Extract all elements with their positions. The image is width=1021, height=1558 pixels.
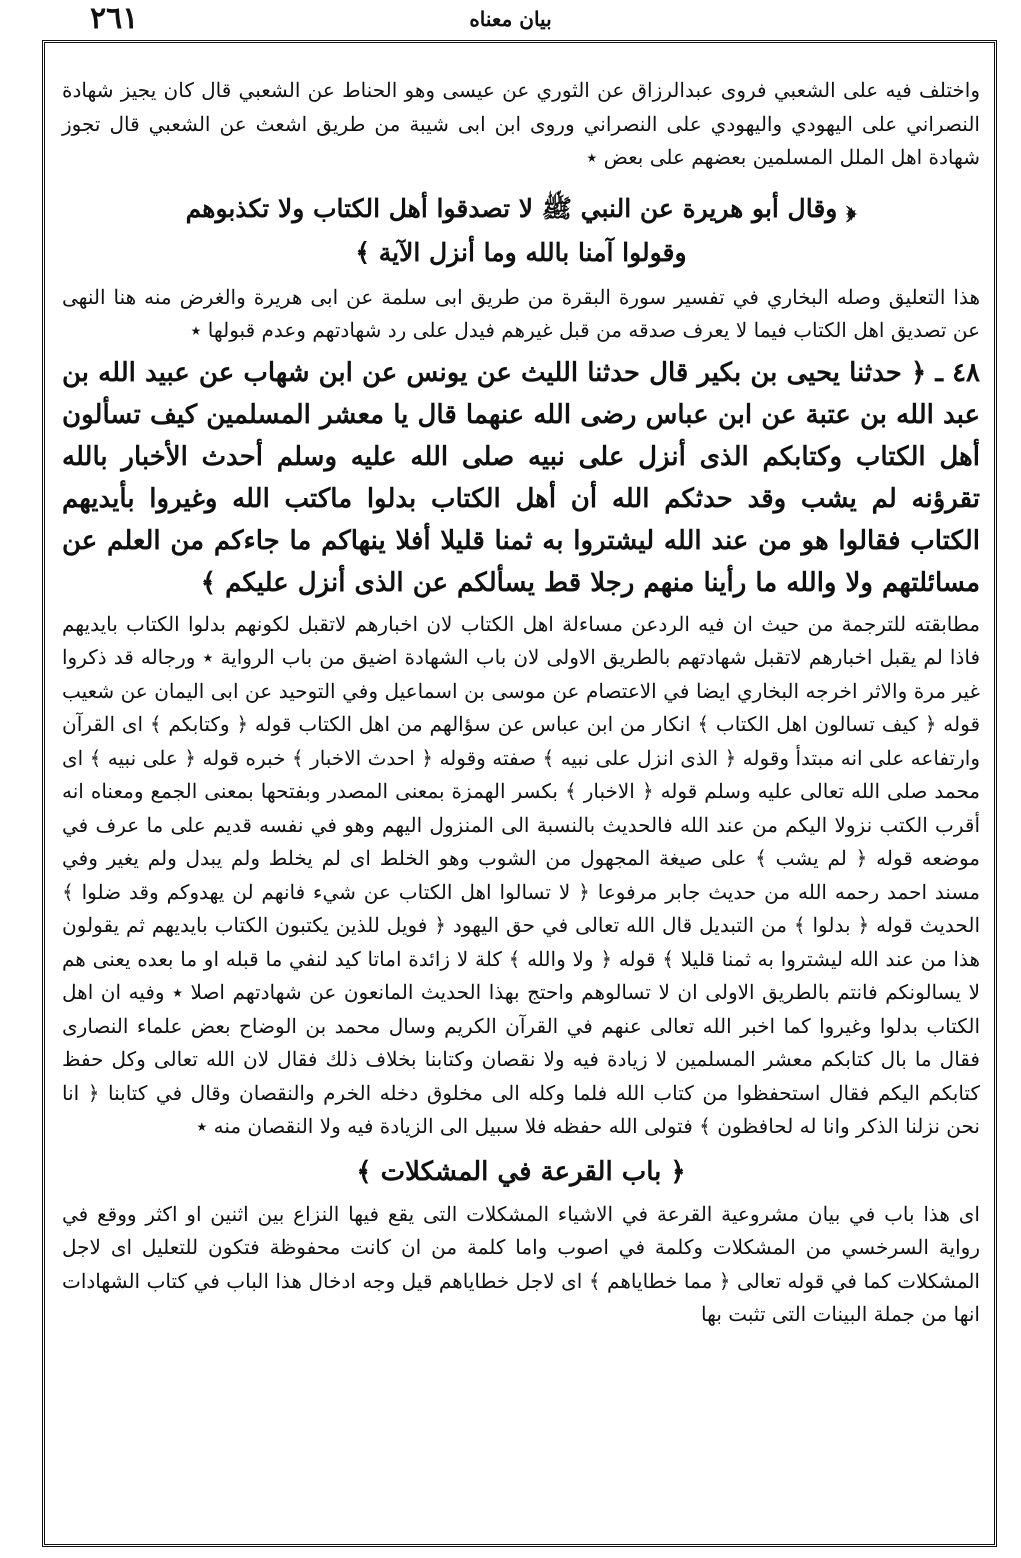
page-header: [0, 0, 1021, 40]
commentary-paragraph-3: مطابقته للترجمة من حيث ان فيه الردعن مساءلة اهل الكتاب لان اخبارهم لاتقبل لكونهم بدلوا الكتاب بايديهم فاذا لم يقبل اخبارهم لاتقبل شهادتهم بالطريق الاولى لان باب الشهادة اضيق من باب الرواية ٭ ورجاله قد ذكروا غير مرة والاثر اخرجه البخاري ايضا في الاعتصام عن موسى بن اسماعيل وفي التوحيد عن ابى اليمان عن شعيب قوله ﴿ كيف تسالون اهل الكتاب ﴾ انكار من ابن عباس عن سؤالهم من اهل الكتاب قوله ﴿ وكتابكم ﴾ اى القرآن وارتفاعه على انه مبتدأ وقوله ﴿ الذى انزل على نبيه ﴾ صفته وقوله ﴿ احدث الاخبار ﴾ خبره قوله ﴿ على نبيه ﴾ اى محمد صلى الله تعالى عليه وسلم قوله ﴿ الاخبار ﴾ بكسر الهمزة بمعنى المصدر وبفتحها بمعنى الجمع ومعناه انه أقرب الكتب نزولا اليكم من عند الله فالحديث بالنسبة الى المنزول اليهم وهو في نفسه قديم على ما عرف في موضعه قوله ﴿ لم يشب ﴾ على صيغة المجهول من الشوب وهو الخلط اى لم يخلط ولم يبدل ولم يغير وفي مسند احمد رحمه الله من حديث جابر مرفوعا ﴿ لا تسالوا اهل الكتاب عن شيء فانهم لن يهدوكم وقد ضلوا ﴾ الحديث قوله ﴿ بدلوا ﴾ من التبديل قال الله تعالى في حق اليهود ﴿ فويل للذين يكتبون الكتاب بايديهم ثم يقولون هذا من عند الله ليشتروا به ثمنا قليلا ﴾ قوله ﴿ ولا والله ﴾ كلة لا زائدة اماتا كيد لنفي ما قبله او ما بعده يعنى هم لا يسالونكم فانتم بالطريق الاولى ان لا تسالوهم واحتج بهذا الحديث المانعون عن شهادتهم اصلا ٭ وفيه ان اهل الكتاب بدلوا وغيروا كما اخبر الله تعالى عنهم في القرآن الكريم وسال محمد بن الوضاح بعض علماء النصارى فقال ما بال كتابكم معشر المسلمين لا زيادة فيه ولا نقصان وكتابنا بخلاف ذلك فقال لان الله تعالى وكل حفظ كتابكم اليكم فقال استحفظوا من كتاب الله فلما وكله الى مخلوق دخله الخرم والنقصان وقال في كتابنا ﴿ انا نحن نزلنا الذكر وانا له لحافظون ﴾ فتولى الله حفظه فلا سبيل الى الزيادة فيه ولا النقصان منه ٭: [62, 611, 980, 1138]
commentary-paragraph-4: اى هذا باب في بيان مشروعية القرعة في الاشياء المشكلات التى يقع فيها النزاع بين اثنين او اكثر ووقع في رواية السرخسي من المشكلات وكلمة في اصوب واما كلمة من ان كانت محفوظة فتكون للتعليل اى لاجل المشكلات كما في قوله تعالى ﴿ مما خطاياهم ﴾ اى لاجل خطاياهم قيل وجه ادخال هذا الباب في كتاب الشهادات انها من جملة البينات التى تثبت بها: [62, 1201, 980, 1326]
chapter-heading: ﴿ باب القرعة في المشكلات ﴾: [356, 1156, 686, 1187]
running-title: بيان معناه: [469, 7, 552, 31]
hadith-quote-line-2: وقولوا آمنا بالله وما أنزل الآية ﴾: [355, 237, 687, 267]
page-number: ٢٦١: [90, 1, 139, 36]
hadith-quote-line-1: ﴿ وقال أبو هريرة عن النبي ﷺ لا تصدقوا أهل الكتاب ولا تكذبوهم: [185, 193, 857, 223]
commentary-paragraph-1: واختلف فيه على الشعبي فروى عبدالرزاق عن الثوري عن عيسى وهو الحناط عن الشعبي قال كان يجيز شهادة النصراني على اليهودي واليهودي على النصراني وروى ابن ابى شيبة من طريق اشعث عن الشعبي قال تجوز شهادة اهل الملل المسلمين بعضهم على بعض ٭: [62, 78, 980, 169]
commentary-paragraph-2: هذا التعليق وصله البخاري في تفسير سورة البقرة من طريق ابى سلمة عن ابى هريرة والغرض منه هنا النهى عن تصديق اهل الكتاب فيما لا يعرف صدقه من قبل غيرهم فيدل على رد شهادتهم وعدم قبولها ٭: [62, 284, 980, 342]
hadith-48-text: ٤٨ ـ ﴿ حدثنا يحيى بن بكير قال حدثنا الليث عن يونس عن ابن شهاب عن عبيد الله بن عبد الله بن عتبة عن ابن عباس رضى الله عنهما قال يا معشر المسلمين كيف تسألون أهل الكتاب وكتابكم الذى أنزل على نبيه صلى الله عليه وسلم أحدث الأخبار بالله تقرؤنه لم يشب وقد حدثكم الله أن أهل الكتاب بدلوا ماكتب الله وغيروا بأيديهم الكتاب فقالوا هو من عند الله ليشتروا به ثمنا قليلا أفلا ينهاكم ما جاءكم من العلم عن مسائلتهم ولا والله ما رأينا منهم رجلا قط يسألكم عن الذى أنزل عليكم ﴾: [62, 357, 980, 598]
page-content: [62, 74, 980, 1332]
